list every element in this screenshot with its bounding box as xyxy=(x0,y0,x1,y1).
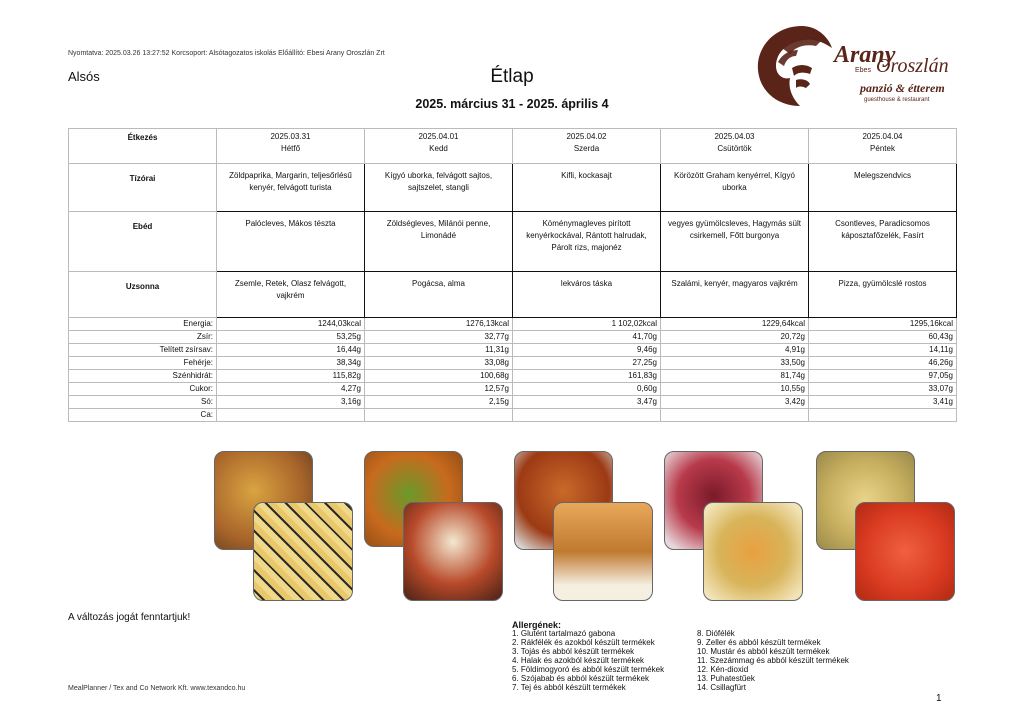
nutrient-value: 3,42g xyxy=(661,396,809,409)
meal-name: Uzsonna xyxy=(69,272,217,318)
nutrient-value: 32,77g xyxy=(365,331,513,344)
footer-credit: MealPlanner / Tex and Co Network Kft. www.texandco.hu xyxy=(68,685,246,692)
dish-cell: Zöldségleves, Milánói penne, Limonádé xyxy=(365,212,513,272)
nutrient-value: 1229,64kcal xyxy=(661,318,809,331)
allergen-item: 2. Rákfélék és azokból készült termékek xyxy=(512,638,655,647)
nutrient-value: 12,57g xyxy=(365,383,513,396)
nutrient-value: 60,43g xyxy=(809,331,957,344)
dish-cell: Melegszendvics xyxy=(809,164,957,212)
nutrient-value xyxy=(217,409,365,422)
dish-cell: lekváros táska xyxy=(513,272,661,318)
nutrient-label: Szénhidrát: xyxy=(69,370,217,383)
nutrient-value: 97,05g xyxy=(809,370,957,383)
allergen-item: 1. Glutént tartalmazó gabona xyxy=(512,629,616,638)
lion-emblem-icon xyxy=(752,18,982,108)
photo-pasta-tuesday xyxy=(403,502,503,601)
nutrient-value: 0,60g xyxy=(513,383,661,396)
allergen-list-left xyxy=(512,629,664,692)
photo-pasta-monday xyxy=(253,502,353,601)
day-name: Hétfő xyxy=(280,144,301,153)
day-date: 2025.04.04 xyxy=(862,132,903,141)
restaurant-logo xyxy=(752,18,982,108)
nutrient-value: 27,25g xyxy=(513,357,661,370)
nutrient-row xyxy=(69,318,957,331)
allergen-item: 14. Csillagfürt xyxy=(697,683,746,692)
dish-cell: Kifli, kockasajt xyxy=(513,164,661,212)
svg-text:Oroszlán: Oroszlán xyxy=(876,55,949,77)
dish-cell: Szalámi, kenyér, magyaros vajkrém xyxy=(661,272,809,318)
meal-header: Étkezés xyxy=(69,129,217,164)
svg-text:Ebes: Ebes xyxy=(855,67,871,74)
nutrient-value: 53,25g xyxy=(217,331,365,344)
day-date: 2025.04.03 xyxy=(714,132,755,141)
allergen-list-right xyxy=(697,629,849,692)
nutrient-value: 16,44g xyxy=(217,344,365,357)
day-header xyxy=(365,129,513,164)
meal-name: Tízórai xyxy=(69,164,217,212)
nutrient-value: 46,26g xyxy=(809,357,957,370)
nutrient-value: 10,55g xyxy=(661,383,809,396)
day-date: 2025.03.31 xyxy=(270,132,311,141)
allergen-item: 13. Puhatestűek xyxy=(697,674,755,683)
meal-name: Ebéd xyxy=(69,212,217,272)
dish-cell: Palócleves, Mákos tészta xyxy=(217,212,365,272)
nutrient-row xyxy=(69,331,957,344)
day-name: Kedd xyxy=(429,144,448,153)
nutrient-value: 33,07g xyxy=(809,383,957,396)
dish-cell: Kígyó uborka, felvágott sajtos, sajtszelet, stangli xyxy=(365,164,513,212)
photo-cabbage-friday xyxy=(855,502,955,601)
nutrient-value: 9,46g xyxy=(513,344,661,357)
nutrient-row xyxy=(69,396,957,409)
nutrient-label: Fehérje: xyxy=(69,357,217,370)
nutrient-value: 4,27g xyxy=(217,383,365,396)
allergen-item: 12. Kén-dioxid xyxy=(697,665,749,674)
nutrient-value: 11,31g xyxy=(365,344,513,357)
svg-text:Arany: Arany xyxy=(834,42,896,68)
day-header xyxy=(661,129,809,164)
dish-cell: Csontleves, Paradicsomos káposztafőzelék, Fasírt xyxy=(809,212,957,272)
nutrient-row xyxy=(69,409,957,422)
page-title: Étlap xyxy=(490,66,534,87)
allergen-item: 11. Szezámmag és abból készült termékek xyxy=(697,656,849,665)
change-note: A változás jogát fenntartjuk! xyxy=(68,612,191,623)
nutrient-value: 115,82g xyxy=(217,370,365,383)
nutrient-value xyxy=(661,409,809,422)
dish-cell: Pizza, gyümölcslé rostos xyxy=(809,272,957,318)
nutrient-label: Só: xyxy=(69,396,217,409)
menu-table xyxy=(68,128,957,422)
photo-chicken-thursday xyxy=(703,502,803,601)
day-header xyxy=(809,129,957,164)
nutrient-value: 33,08g xyxy=(365,357,513,370)
nutrient-value: 2,15g xyxy=(365,396,513,409)
nutrient-value: 38,34g xyxy=(217,357,365,370)
day-date: 2025.04.01 xyxy=(418,132,459,141)
nutrient-value: 3,41g xyxy=(809,396,957,409)
nutrient-label: Telített zsírsav: xyxy=(69,344,217,357)
allergen-item: 7. Tej és abból készült termékek xyxy=(512,683,626,692)
nutrient-value: 14,11g xyxy=(809,344,957,357)
dish-cell: Zsemle, Retek, Olasz felvágott, vajkrém xyxy=(217,272,365,318)
nutrient-label: Zsír: xyxy=(69,331,217,344)
day-name: Péntek xyxy=(870,144,895,153)
allergen-item: 4. Halak és azokból készült termékek xyxy=(512,656,645,665)
nutrient-row xyxy=(69,357,957,370)
nutrient-value: 20,72g xyxy=(661,331,809,344)
day-header xyxy=(513,129,661,164)
date-range: 2025. március 31 - 2025. április 4 xyxy=(415,97,609,111)
allergen-item: 10. Mustár és abból készült termékek xyxy=(697,647,830,656)
day-header xyxy=(217,129,365,164)
nutrient-value: 1295,16kcal xyxy=(809,318,957,331)
nutrient-value: 33,50g xyxy=(661,357,809,370)
svg-text:panzió & étterem: panzió & étterem xyxy=(860,81,945,95)
dish-cell: Körözött Graham kenyérrel, Kígyó uborka xyxy=(661,164,809,212)
nutrient-value: 41,70g xyxy=(513,331,661,344)
nutrient-value: 3,16g xyxy=(217,396,365,409)
nutrient-value: 1276,13kcal xyxy=(365,318,513,331)
nutrient-value: 3,47g xyxy=(513,396,661,409)
svg-text:guesthouse & restaurant: guesthouse & restaurant xyxy=(864,97,930,103)
allergens-title: Allergének: xyxy=(512,620,562,630)
nutrient-label: Ca: xyxy=(69,409,217,422)
nutrient-label: Energia: xyxy=(69,318,217,331)
nutrient-row xyxy=(69,370,957,383)
nutrient-row xyxy=(69,344,957,357)
nutrient-value: 1244,03kcal xyxy=(217,318,365,331)
nutrient-value: 81,74g xyxy=(661,370,809,383)
nutrient-value: 1 102,02kcal xyxy=(513,318,661,331)
nutrient-value xyxy=(513,409,661,422)
day-date: 2025.04.02 xyxy=(566,132,607,141)
dish-cell: Zöldpaprika, Margarin, teljesőrlésű kenyér, felvágott turista xyxy=(217,164,365,212)
nutrient-value: 161,83g xyxy=(513,370,661,383)
allergen-item: 8. Diófélék xyxy=(697,629,735,638)
allergen-item: 9. Zeller és abból készült termékek xyxy=(697,638,821,647)
day-name: Csütörtök xyxy=(717,144,752,153)
page-number: 1 xyxy=(936,693,942,704)
nutrient-label: Cukor: xyxy=(69,383,217,396)
nutrient-row xyxy=(69,383,957,396)
dish-cell: vegyes gyümölcsleves, Hagymás sült csirkemell, Főtt burgonya xyxy=(661,212,809,272)
age-group-label: Alsós xyxy=(68,69,100,84)
allergen-item: 5. Földimogyoró és abból készült termékek xyxy=(512,665,665,674)
allergen-item: 6. Szójabab és abból készült termékek xyxy=(512,674,649,683)
photo-fish-wednesday xyxy=(553,502,653,601)
nutrient-value xyxy=(809,409,957,422)
dish-cell: Köménymagleves pirított kenyérkockával, Rántott halrudak, Párolt rizs, majonéz xyxy=(513,212,661,272)
day-name: Szerda xyxy=(573,144,600,153)
allergen-item: 3. Tojás és abból készült termékek xyxy=(512,647,635,656)
nutrient-value: 4,91g xyxy=(661,344,809,357)
dish-cell: Pogácsa, alma xyxy=(365,272,513,318)
nutrient-value xyxy=(365,409,513,422)
nutrient-value: 100,68g xyxy=(365,370,513,383)
print-info: Nyomtatva: 2025.03.26 13:27:52 Korcsoport: Alsótagozatos iskolás Előállító: Ebesi Arany Oroszlán Zrt xyxy=(68,50,385,57)
